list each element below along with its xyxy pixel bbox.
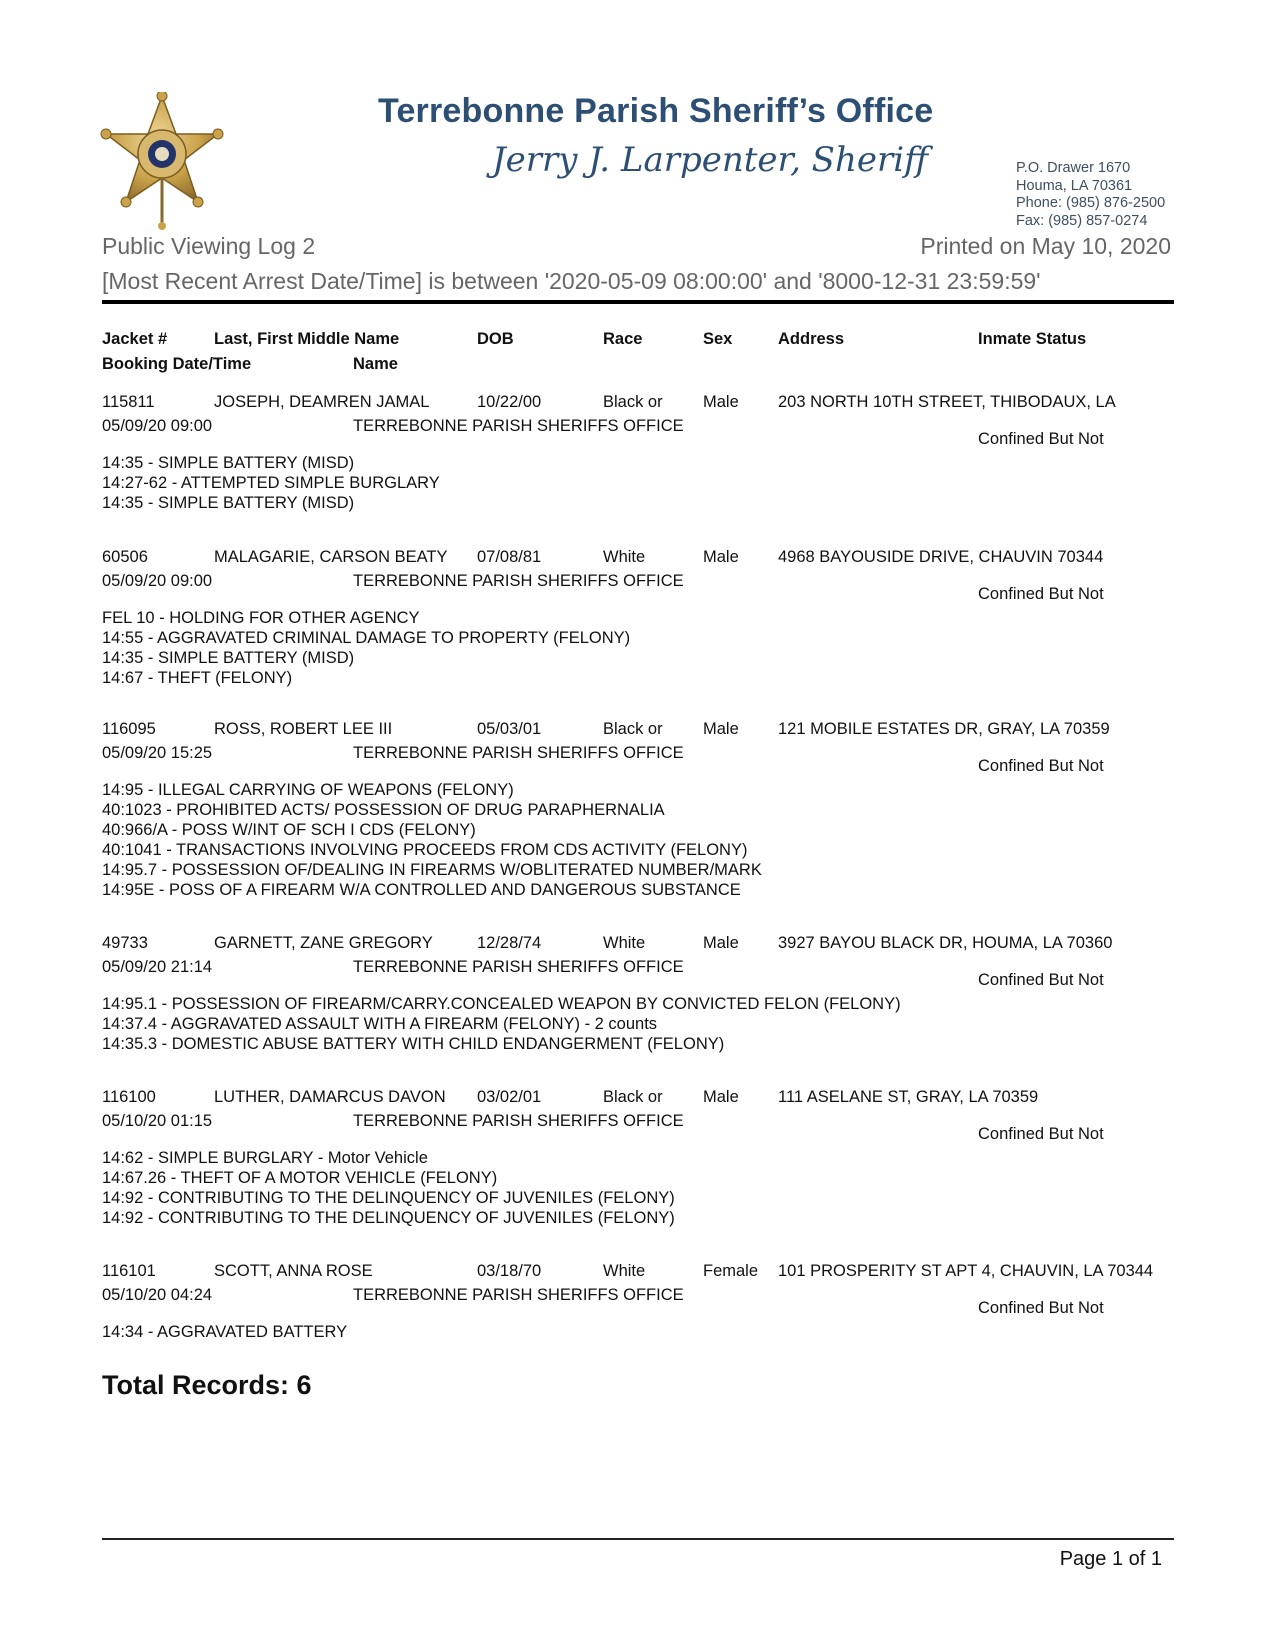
charge-item: 14:34 - AGGRAVATED BATTERY bbox=[102, 1323, 348, 1341]
sex: Male bbox=[703, 934, 739, 952]
inmate-status: Confined But Not bbox=[978, 585, 1104, 603]
booking-date-time: 05/10/20 04:24 bbox=[102, 1286, 213, 1304]
printed-date: Printed on May 10, 2020 bbox=[920, 233, 1171, 259]
inmate-status: Confined But Not bbox=[978, 1299, 1104, 1317]
jacket-number: 49733 bbox=[102, 934, 148, 952]
charge-item: FEL 10 - HOLDING FOR OTHER AGENCY bbox=[102, 609, 420, 627]
arrest-record bbox=[0, 720, 1275, 899]
race: Black or bbox=[603, 393, 663, 411]
jacket-number: 116095 bbox=[102, 720, 156, 738]
sex: Female bbox=[703, 1262, 759, 1280]
arrest-record bbox=[0, 393, 1275, 543]
contact-line: Houma, LA 70361 bbox=[1016, 177, 1133, 194]
col-header-jacket: Jacket # bbox=[102, 330, 168, 348]
address: 3927 BAYOU BLACK DR, HOUMA, LA 70360 bbox=[778, 934, 1113, 952]
inmate-name: SCOTT, ANNA ROSE bbox=[214, 1262, 373, 1280]
charge-item: 14:55 - AGGRAVATED CRIMINAL DAMAGE TO PROPERTY (FELONY) bbox=[102, 629, 631, 647]
charge-list bbox=[102, 608, 630, 688]
charge-item: 14:92 - CONTRIBUTING TO THE DELINQUENCY OF JUVENILES (FELONY) bbox=[102, 1209, 675, 1227]
booking-date-time: 05/09/20 09:00 bbox=[102, 572, 213, 590]
charge-item: 14:35.3 - DOMESTIC ABUSE BATTERY WITH CHILD ENDANGERMENT (FELONY) bbox=[102, 1035, 725, 1053]
date-of-birth: 07/08/81 bbox=[477, 548, 542, 566]
date-of-birth: 12/28/74 bbox=[477, 934, 542, 952]
col-header-status: Inmate Status bbox=[978, 330, 1087, 348]
inmate-status: Confined But Not bbox=[978, 430, 1104, 448]
address: 121 MOBILE ESTATES DR, GRAY, LA 70359 bbox=[778, 720, 1110, 738]
charge-item: 14:95 - ILLEGAL CARRYING OF WEAPONS (FELONY) bbox=[102, 781, 514, 799]
inmate-status: Confined But Not bbox=[978, 1125, 1104, 1143]
inmate-name: ROSS, ROBERT LEE III bbox=[214, 720, 393, 738]
page-number: Page 1 of 1 bbox=[1059, 1548, 1162, 1570]
col-header-sex: Sex bbox=[703, 330, 733, 348]
address: 101 PROSPERITY ST APT 4, CHAUVIN, LA 70344 bbox=[778, 1262, 1154, 1280]
charge-item: 14:67.26 - THEFT OF A MOTOR VEHICLE (FELONY) bbox=[102, 1169, 498, 1187]
col-header-race: Race bbox=[603, 330, 643, 348]
race: White bbox=[603, 934, 646, 952]
charge-item: 14:95E - POSS OF A FIREARM W/A CONTROLLED AND DANGEROUS SUBSTANCE bbox=[102, 881, 741, 899]
date-of-birth: 05/03/01 bbox=[477, 720, 542, 738]
race: Black or bbox=[603, 720, 663, 738]
charge-item: 40:1041 - TRANSACTIONS INVOLVING PROCEEDS FROM CDS ACTIVITY (FELONY) bbox=[102, 841, 748, 859]
report-title: Public Viewing Log 2 bbox=[102, 233, 316, 259]
jacket-number: 60506 bbox=[102, 548, 148, 566]
charge-item: 14:35 - SIMPLE BATTERY (MISD) bbox=[102, 454, 355, 472]
booking-date-time: 05/10/20 01:15 bbox=[102, 1112, 213, 1130]
col-header-name: Last, First Middle Name bbox=[214, 330, 400, 348]
office-title: Terrebonne Parish Sheriff’s Office bbox=[378, 92, 934, 130]
charge-item: 14:27-62 - ATTEMPTED SIMPLE BURGLARY bbox=[102, 474, 440, 492]
charge-item: 14:35 - SIMPLE BATTERY (MISD) bbox=[102, 494, 355, 512]
sheriff-name: Jerry J. Larpenter, Sheriff bbox=[492, 140, 929, 180]
inmate-name: MALAGARIE, CARSON BEATY bbox=[214, 548, 448, 566]
total-records: Total Records: 6 bbox=[102, 1370, 312, 1400]
arresting-agency: TERREBONNE PARISH SHERIFFS OFFICE bbox=[353, 1286, 684, 1304]
booking-date-time: 05/09/20 09:00 bbox=[102, 417, 213, 435]
filter-criteria: [Most Recent Arrest Date/Time] is between '2020-05-09 08:00:00' and '8000-12-31 23:59:59' bbox=[102, 268, 1041, 294]
charge-item: 14:92 - CONTRIBUTING TO THE DELINQUENCY OF JUVENILES (FELONY) bbox=[102, 1189, 675, 1207]
contact-line: P.O. Drawer 1670 bbox=[1016, 160, 1131, 176]
col-header-agency: Name bbox=[353, 355, 398, 373]
charge-list bbox=[102, 453, 440, 513]
date-of-birth: 03/18/70 bbox=[477, 1262, 542, 1280]
race: Black or bbox=[603, 1088, 663, 1106]
arresting-agency: TERREBONNE PARISH SHERIFFS OFFICE bbox=[353, 417, 684, 435]
inmate-name: JOSEPH, DEAMREN JAMAL bbox=[214, 393, 430, 411]
col-header-booking: Booking Date/Time bbox=[102, 355, 252, 373]
sex: Male bbox=[703, 393, 739, 411]
charge-item: 14:67 - THEFT (FELONY) bbox=[102, 669, 293, 687]
sex: Male bbox=[703, 548, 739, 566]
charge-list bbox=[102, 780, 762, 900]
inmate-name: LUTHER, DAMARCUS DAVON bbox=[214, 1088, 446, 1106]
header-divider bbox=[102, 300, 1174, 304]
charge-item: 40:966/A - POSS W/INT OF SCH I CDS (FELONY) bbox=[102, 821, 476, 839]
charge-item: 14:95.1 - POSSESSION OF FIREARM/CARRY.CONCEALED WEAPON BY CONVICTED FELON (FELONY) bbox=[102, 995, 901, 1013]
address: 111 ASELANE ST, GRAY, LA 70359 bbox=[778, 1088, 1039, 1106]
inmate-status: Confined But Not bbox=[978, 757, 1104, 775]
jacket-number: 116101 bbox=[102, 1262, 156, 1280]
inmate-name: GARNETT, ZANE GREGORY bbox=[214, 934, 433, 952]
charge-list bbox=[102, 994, 901, 1054]
office-contact bbox=[1016, 160, 1165, 230]
arresting-agency: TERREBONNE PARISH SHERIFFS OFFICE bbox=[353, 958, 684, 976]
arresting-agency: TERREBONNE PARISH SHERIFFS OFFICE bbox=[353, 572, 684, 590]
race: White bbox=[603, 1262, 646, 1280]
charge-item: 14:95.7 - POSSESSION OF/DEALING IN FIREARMS W/OBLITERATED NUMBER/MARK bbox=[102, 861, 762, 879]
race: White bbox=[603, 548, 646, 566]
jacket-number: 116100 bbox=[102, 1088, 156, 1106]
arresting-agency: TERREBONNE PARISH SHERIFFS OFFICE bbox=[353, 744, 684, 762]
arrest-record bbox=[0, 934, 1275, 1084]
sheriff-badge-logo bbox=[100, 92, 224, 232]
booking-date-time: 05/09/20 21:14 bbox=[102, 958, 213, 976]
address: 203 NORTH 10TH STREET, THIBODAUX, LA bbox=[778, 393, 1116, 411]
charge-list bbox=[102, 1148, 675, 1228]
date-of-birth: 03/02/01 bbox=[477, 1088, 542, 1106]
booking-date-time: 05/09/20 15:25 bbox=[102, 744, 213, 762]
date-of-birth: 10/22/00 bbox=[477, 393, 542, 411]
contact-line: Phone: (985) 876-2500 bbox=[1016, 195, 1166, 211]
arresting-agency: TERREBONNE PARISH SHERIFFS OFFICE bbox=[353, 1112, 684, 1130]
contact-line: Fax: (985) 857-0274 bbox=[1016, 212, 1148, 229]
charge-item: 14:35 - SIMPLE BATTERY (MISD) bbox=[102, 649, 355, 667]
col-header-address: Address bbox=[778, 330, 845, 348]
charge-item: 14:37.4 - AGGRAVATED ASSAULT WITH A FIREARM (FELONY) - 2 counts bbox=[102, 1015, 658, 1033]
arrest-record bbox=[0, 548, 1275, 698]
arrest-record bbox=[0, 1088, 1275, 1238]
address: 4968 BAYOUSIDE DRIVE, CHAUVIN 70344 bbox=[778, 548, 1104, 566]
col-header-dob: DOB bbox=[477, 330, 514, 348]
charge-item: 14:62 - SIMPLE BURGLARY - Motor Vehicle bbox=[102, 1149, 428, 1167]
charge-item: 40:1023 - PROHIBITED ACTS/ POSSESSION OF DRUG PARAPHERNALIA bbox=[102, 801, 665, 819]
charge-list bbox=[102, 1322, 347, 1342]
inmate-status: Confined But Not bbox=[978, 971, 1104, 989]
jacket-number: 115811 bbox=[102, 393, 155, 411]
sex: Male bbox=[703, 1088, 739, 1106]
footer-divider bbox=[102, 1538, 1174, 1540]
sex: Male bbox=[703, 720, 739, 738]
